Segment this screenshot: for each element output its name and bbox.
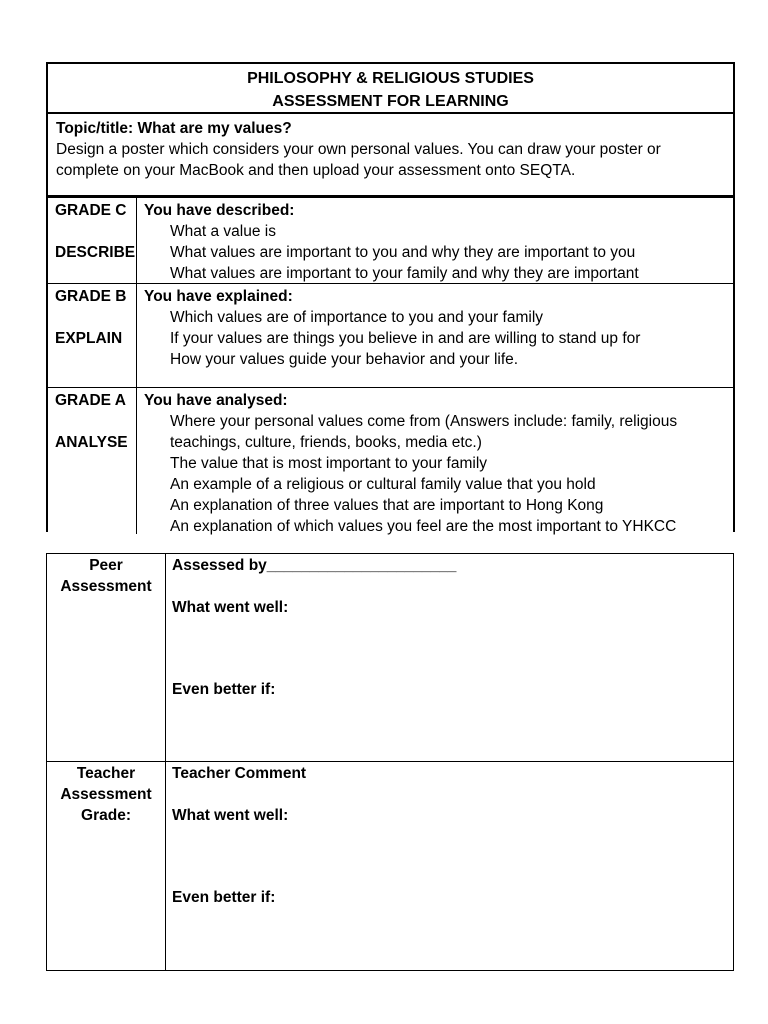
grade-label-cell — [48, 284, 137, 387]
criteria-item: An example of a religious or cultural family value that you hold — [144, 474, 725, 495]
checkbox-bullet-icon — [144, 349, 170, 370]
teacher-went-well-label: What went well: — [172, 807, 289, 824]
grade-label-cell — [48, 388, 137, 534]
criteria-item: What values are important to you and why they are important to you — [144, 242, 725, 263]
criteria-item: An explanation of which values you feel are the most important to YHKCC — [144, 516, 725, 537]
assessment-title: ASSESSMENT FOR LEARNING — [272, 93, 509, 110]
criteria-item: The value that is most important to your family — [144, 453, 725, 474]
checkbox-bullet-icon — [144, 221, 170, 242]
topic-cell — [48, 114, 733, 198]
grade-row-a — [48, 388, 733, 534]
criteria-item: If your values are things you believe in and are willing to stand up for — [144, 328, 725, 349]
checkbox-bullet-icon — [144, 263, 170, 284]
criteria-heading: You have explained: — [144, 288, 293, 305]
grade-label: GRADE A — [55, 392, 126, 409]
checkbox-bullet-icon — [144, 242, 170, 263]
criteria-cell — [137, 388, 733, 534]
criteria-item: Where your personal values come from (Answers include: family, religious teachings, culture, friends, books, media etc.) — [144, 411, 725, 453]
criteria-heading: You have analysed: — [144, 392, 288, 409]
subject-title: PHILOSOPHY & RELIGIOUS STUDIES — [247, 70, 534, 87]
grade-label: GRADE B — [55, 288, 127, 305]
checkbox-bullet-icon — [144, 516, 170, 537]
checkbox-bullet-icon — [144, 328, 170, 349]
grade-level: EXPLAIN — [55, 330, 123, 347]
criteria-item: What a value is — [144, 221, 725, 242]
checkbox-bullet-icon — [144, 307, 170, 328]
criteria-item: Which values are of importance to you and your family — [144, 307, 725, 328]
criteria-cell — [137, 198, 733, 283]
grade-level: ANALYSE — [55, 434, 128, 451]
teacher-feedback-cell[interactable] — [166, 762, 733, 970]
grade-label-cell — [48, 198, 137, 283]
peer-label-cell: Peer Assessment — [47, 554, 166, 761]
assessed-by-line: Assessed by______________________ — [172, 557, 457, 574]
criteria-item: What values are important to your family and why they are important — [144, 263, 725, 284]
grade-label: GRADE C — [55, 202, 127, 219]
topic-title: Topic/title: What are my values? — [56, 120, 292, 137]
teacher-label-cell: Teacher Assessment Grade: — [47, 762, 166, 970]
checkbox-bullet-icon — [144, 453, 170, 474]
grade-row-b — [48, 284, 733, 388]
checkbox-bullet-icon — [144, 411, 170, 453]
criteria-item: How your values guide your behavior and your life. — [144, 349, 725, 370]
checkbox-bullet-icon — [144, 495, 170, 516]
rubric-header — [48, 64, 733, 114]
peer-went-well-label: What went well: — [172, 599, 289, 616]
rubric-table — [46, 62, 735, 535]
peer-assessment-row — [47, 554, 733, 762]
peer-feedback-cell[interactable] — [166, 554, 733, 761]
teacher-comment-label: Teacher Comment — [172, 765, 307, 782]
criteria-cell — [137, 284, 733, 387]
grade-level: DESCRIBE — [55, 244, 136, 261]
feedback-table — [46, 553, 734, 971]
teacher-assessment-row — [47, 762, 733, 970]
grade-row-c — [48, 198, 733, 284]
topic-description: Design a poster which considers your own personal values. You can draw your poster or complete on your MacBook and then upload your assessment onto SEQTA. — [56, 141, 661, 179]
teacher-even-better-label: Even better if: — [172, 889, 276, 906]
checkbox-bullet-icon — [144, 474, 170, 495]
criteria-item: An explanation of three values that are important to Hong Kong — [144, 495, 725, 516]
peer-even-better-label: Even better if: — [172, 681, 276, 698]
criteria-heading: You have described: — [144, 202, 295, 219]
